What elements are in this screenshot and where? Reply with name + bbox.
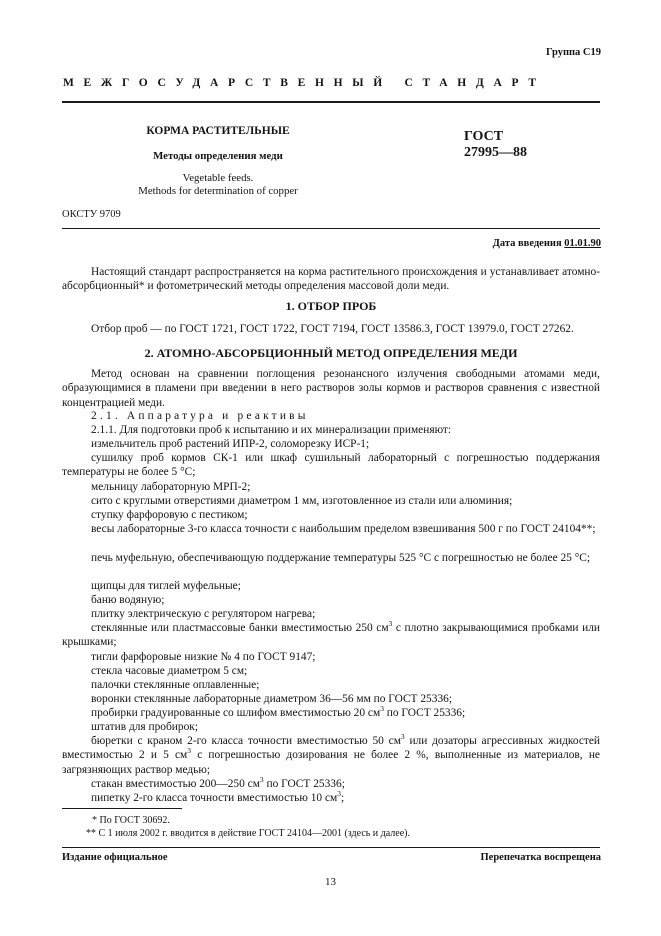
gost-label: ГОСТ	[464, 129, 504, 144]
title-en-line-1: Vegetable feeds.	[182, 172, 254, 184]
method-paragraph: Метод основан на сравнении поглощения резонансного излучения свободными атомами меди, образующимися в пламени при введении в него растворов золы кормов и растворов сравнения с известной концентрацией меди.	[62, 368, 600, 409]
list-item: пробирки градуированные со шлифом вместимостью 20 $см^3$ по ГОСТ 25336;	[91, 704, 466, 719]
footnote-1: * По ГОСТ 30692.	[92, 815, 170, 826]
list-item: весы лабораторные 3-го класса точности с наибольшим пределом взвешивания 500 г по ГОСТ 24104**;	[91, 523, 596, 535]
footer-reprint-prohibited: Перепечатка воспрещена	[480, 852, 601, 863]
section-1-text: Отбор проб — по ГОСТ 1721, ГОСТ 1722, ГОСТ 7194, ГОСТ 13586.3, ГОСТ 13979.0, ГОСТ 27262.	[91, 323, 574, 335]
list-item: палочки стеклянные оплавленные;	[91, 679, 260, 691]
list-item: щипцы для тиглей муфельные;	[91, 580, 241, 592]
group-code: Группа С19	[545, 47, 601, 58]
list-item: мельницу лабораторную МРП-2;	[91, 481, 251, 493]
list-item: баню водяную;	[91, 594, 165, 606]
footer-official-edition: Издание официальное	[62, 852, 168, 863]
title-en-line-2: Methods for determination of copper	[138, 185, 298, 197]
footnote-2: ** С 1 июля 2002 г. вводится в действие ГОСТ 24104—2001 (здесь и далее).	[86, 828, 410, 839]
list-item: стакан вместимостью 200—250 $см^3$ по ГОСТ 25336;	[91, 775, 345, 790]
intro-date	[493, 238, 601, 249]
list-item: печь муфельную, обеспечивающую поддержание температуры 525 °С с погрешностью не более 25 °С;	[91, 552, 591, 564]
intro-date-value: 01.01.90	[564, 238, 601, 249]
list-item: стеклянные или пластмассовые банки вместимостью 250 $см^3$ с плотно закрывающимися пробками или крышками;	[62, 619, 600, 649]
scope-paragraph: Настоящий стандарт распространяется на корма растительного происхождения и устанавливает атомно-абсорбционный* и фотометрический методы определения массовой доли меди.	[62, 266, 600, 293]
title-ru: КОРМА РАСТИТЕЛЬНЫЕ	[146, 125, 290, 137]
list-item: стекла часовые диаметром 5 см;	[91, 665, 248, 677]
footer-rule	[62, 847, 600, 848]
okstu-rule	[62, 228, 600, 229]
list-item: измельчитель проб растений ИПР-2, соломорезку ИСР-1;	[91, 438, 370, 450]
list-item: плитку электрическую с регулятором нагрева;	[91, 608, 316, 620]
header-rule	[62, 101, 600, 103]
subtitle-ru: Методы определения меди	[153, 150, 283, 162]
list-item: сушилку проб кормов СК-1 или шкаф сушильный лабораторный с погрешностью поддержания температуры не более 5 °С;	[62, 452, 600, 479]
footnote-rule	[62, 808, 182, 809]
page-number: 13	[325, 876, 336, 888]
list-item: тигли фарфоровые низкие № 4 по ГОСТ 9147;	[91, 651, 316, 663]
section-2-heading: 2. АТОМНО-АБСОРБЦИОННЫЙ МЕТОД ОПРЕДЕЛЕНИЯ МЕДИ	[144, 346, 518, 360]
list-item: ступку фарфоровую с пестиком;	[91, 509, 248, 521]
standard-type-heading: МЕЖГОСУДАРСТВЕННЫЙ СТАНДАРТ	[63, 77, 546, 89]
section-1-heading: 1. ОТБОР ПРОБ	[285, 299, 377, 313]
subsection-2-1: 2.1. Аппаратура и реактивы	[91, 410, 309, 422]
subsection-2-1-1: 2.1.1. Для подготовки проб к испытанию и их минерализации применяют:	[91, 424, 452, 436]
list-item: бюретки с краном 2-го класса точности вместимостью 50 $см^3$ или дозаторы агрессивных жидкостей вместимостью 2 и 5 $см^3$ с погрешностью дозирования не более 2 %, выполненные из материалов, не загрязняющих раствор медью;	[62, 732, 601, 776]
list-item: воронки стеклянные лабораторные диаметром 36—56 мм по ГОСТ 25336;	[91, 693, 453, 705]
list-item: пипетку 2-го класса точности вместимостью 10 $см^3$;	[91, 789, 345, 804]
list-item: сито с круглыми отверстиями диаметром 1 мм, изготовленное из стали или алюминия;	[91, 495, 513, 507]
gost-number: 27995—88	[464, 145, 527, 160]
okstu-code: ОКСТУ 9709	[62, 209, 121, 220]
list-item: штатив для пробирок;	[91, 721, 198, 733]
intro-date-label: Дата введения	[492, 238, 562, 249]
